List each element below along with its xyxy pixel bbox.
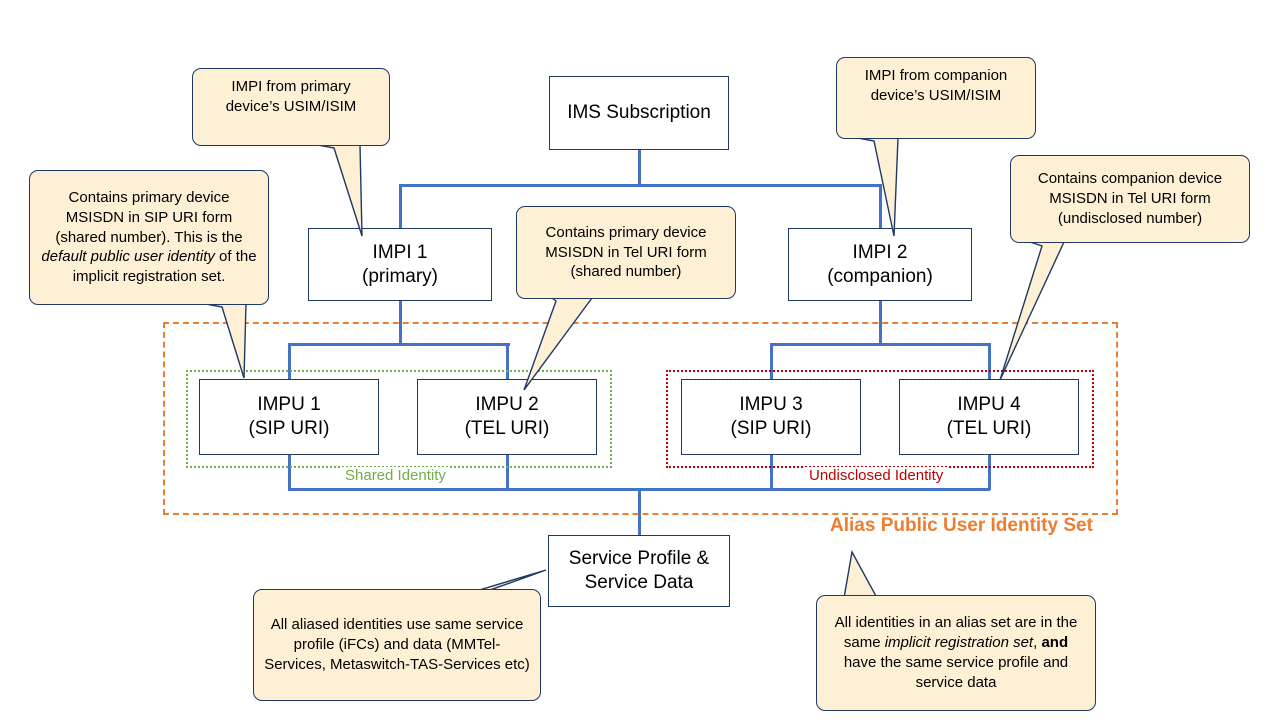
node-impu-4-line1: IMPU 4: [957, 394, 1021, 416]
node-impi-1-line1: IMPI 1: [372, 241, 428, 263]
connector-bus-to-impi2: [879, 184, 882, 229]
node-impu-1[interactable]: [199, 379, 379, 455]
callout-impu4-description-text: Contains companion device MSISDN in Tel URI form (undisclosed number): [1037, 170, 1223, 227]
alias-set-label: Alias Public User Identity Set: [830, 515, 1093, 536]
callout-impi1-source-text: IMPI from primary device’s USIM/ISIM: [225, 78, 357, 115]
callout-impi1-source: [192, 68, 390, 146]
alias-desc-c: have the same service profile and service data: [843, 654, 1069, 691]
alias-desc-bold: and: [1041, 634, 1069, 652]
impu1-desc-b: of the implicit registration set.: [72, 248, 257, 286]
callout-impu1-description-text: [40, 188, 258, 287]
callout-impu4-description: [1010, 155, 1250, 243]
shared-identity-label: Shared Identity: [341, 467, 450, 484]
node-ims-subscription[interactable]: [549, 76, 729, 150]
connector-ims-to-bus: [638, 150, 641, 185]
node-impu-3-line1: IMPU 3: [739, 394, 803, 416]
node-service-profile-line2: Service Data: [584, 572, 694, 593]
connector-impi-bus: [399, 184, 881, 187]
node-impu-3[interactable]: [681, 379, 861, 455]
node-impu-2-line1: IMPU 2: [475, 394, 539, 416]
node-impu-1-line1: IMPU 1: [257, 394, 321, 416]
node-impu-1-line2: (SIP URI): [248, 418, 330, 439]
alias-desc-em: implicit registration set: [884, 634, 1034, 652]
node-impu-4[interactable]: [899, 379, 1079, 455]
impu1-desc-em: default public user identity: [41, 248, 215, 266]
callout-impi2-source-text: IMPI from companion device’s USIM/ISIM: [864, 67, 1008, 104]
node-impu-4-line2: (TEL URI): [946, 418, 1032, 439]
node-impi-2-line2: (companion): [827, 265, 933, 287]
callout-impu1-description: [29, 170, 269, 305]
node-ims-subscription-line1: IMS Subscription: [567, 102, 711, 124]
node-impu-2-line2: (TEL URI): [464, 418, 550, 439]
node-impi-2-line1: IMPI 2: [852, 241, 908, 263]
node-impu-3-line2: (SIP URI): [730, 418, 812, 439]
impu1-desc-a: Contains primary device MSISDN in SIP URI form (shared number). This is the: [55, 189, 243, 246]
node-impi-1-line2: (primary): [362, 265, 438, 287]
callout-impu2-description: [516, 206, 736, 299]
callout-impu2-description-text: Contains primary device MSISDN in Tel URI form (shared number): [545, 223, 707, 281]
node-service-profile-line1: Service Profile &: [568, 548, 710, 570]
node-impi-2[interactable]: [788, 228, 972, 301]
callout-service-profile-description: [253, 589, 541, 701]
connector-bus-to-impi1: [399, 184, 402, 229]
node-impi-1[interactable]: [308, 228, 492, 301]
callout-alias-set-description: [816, 595, 1096, 711]
node-service-profile[interactable]: [548, 535, 730, 607]
callout-alias-set-description-text: [827, 613, 1085, 692]
node-impu-2[interactable]: [417, 379, 597, 455]
callout-impi2-source: [836, 57, 1036, 139]
alias-desc-a: All identities in an alias set are in the same: [834, 614, 1078, 652]
alias-desc-b: ,: [1033, 634, 1042, 652]
callout-service-profile-description-text: All aliased identities use same service profile (iFCs) and data (MMTel-Services, Metaswitch-TAS-Services etc): [264, 616, 530, 673]
undisclosed-identity-label: Undisclosed Identity: [805, 467, 947, 484]
